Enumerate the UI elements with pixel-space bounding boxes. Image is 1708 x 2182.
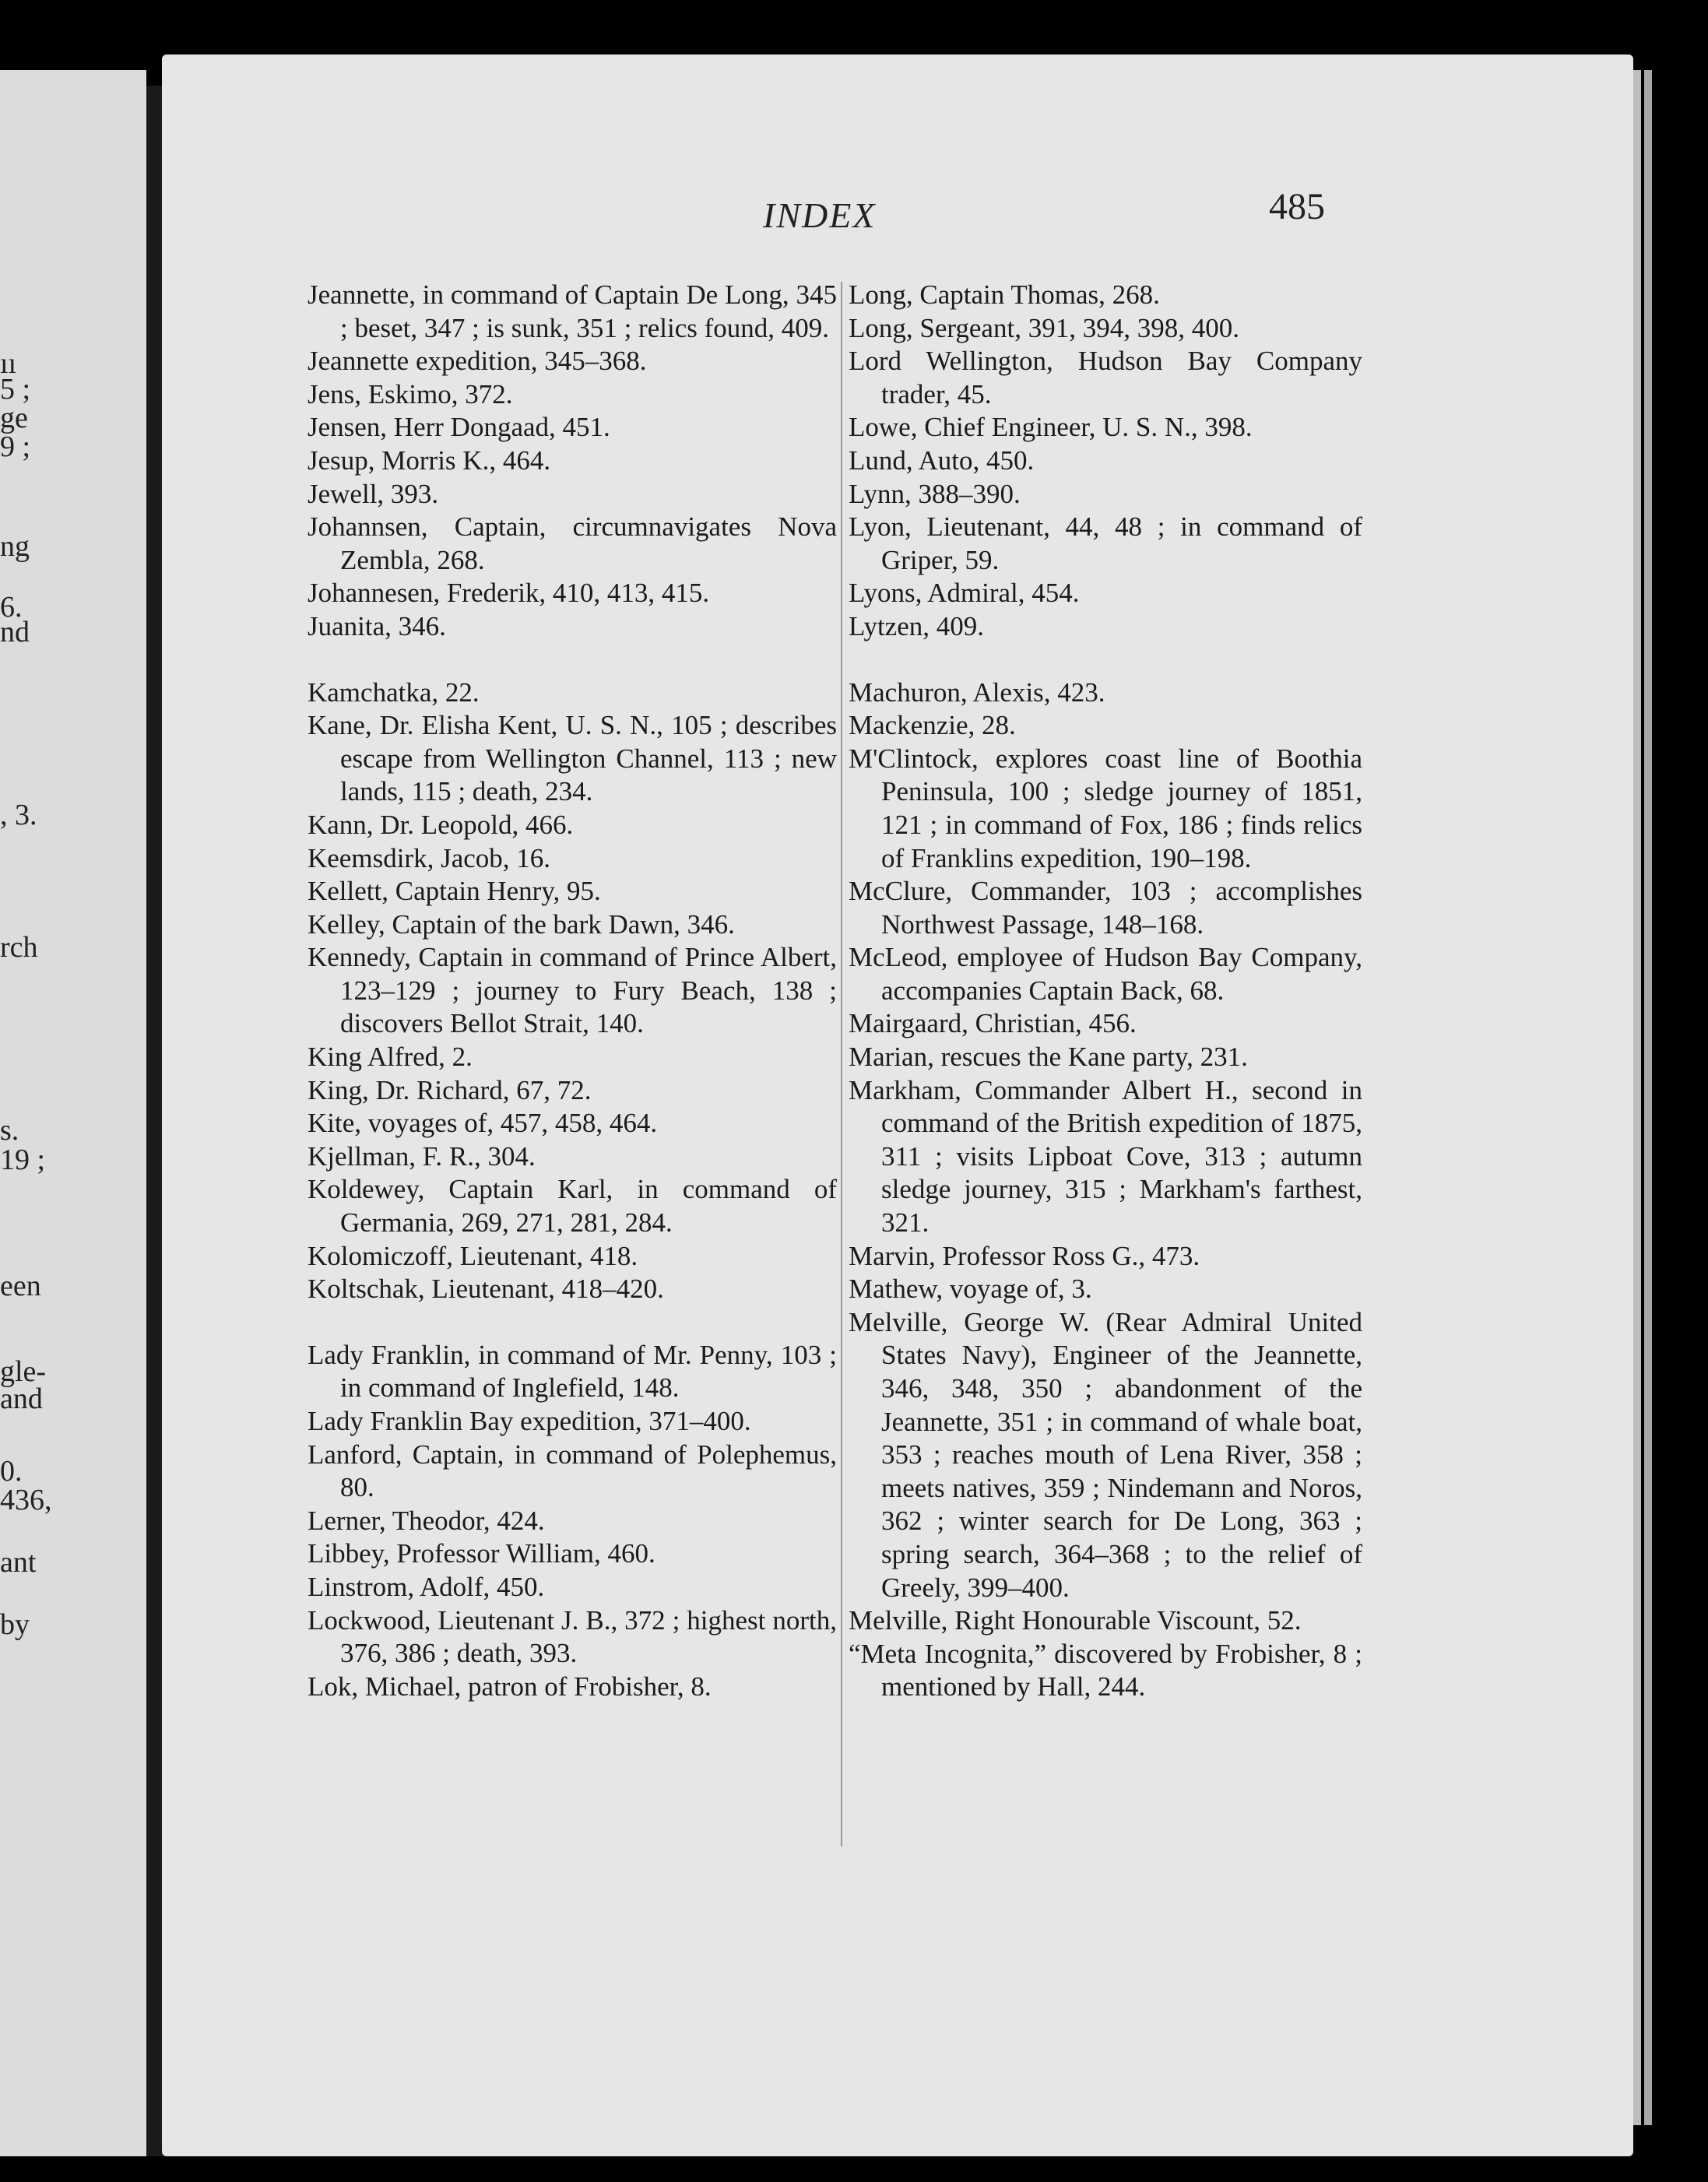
left-page-text-fragment: een (0, 1270, 41, 1302)
left-page-text-fragment: , 3. (0, 799, 37, 831)
index-entry: Kelley, Captain of the bark Dawn, 346. (308, 908, 735, 940)
left-page-text-fragment: 6. (0, 591, 23, 624)
index-column-left (308, 279, 837, 1703)
left-page-text-fragment: 436, (0, 1484, 52, 1516)
index-entry: Jewell, 393. (308, 478, 439, 509)
index-entry: Kite, voyages of, 457, 458, 464. (308, 1108, 658, 1139)
index-entry: Lytzen, 409. (849, 610, 984, 641)
running-head: INDEX (763, 195, 877, 235)
letter-section-gap (849, 644, 1362, 676)
index-entry: McClure, Commander, 103 ; accomplishes Northwest Passage, 148–168. (849, 876, 1362, 940)
index-entry: Lyon, Lieutenant, 44, 48 ; in command of Griper, 59. (849, 511, 1362, 575)
index-entry: Libbey, Professor William, 460. (308, 1538, 655, 1569)
page-edge (1633, 70, 1641, 2125)
index-entry: Kann, Dr. Leopold, 466. (308, 809, 574, 840)
column-divider (841, 282, 842, 1846)
index-entry: Lanford, Captain, in command of Polephemus, 80. (308, 1439, 837, 1503)
index-entry: Johannesen, Frederik, 410, 413, 415. (308, 578, 710, 609)
index-entry: Jesup, Morris K., 464. (308, 444, 551, 476)
book-gutter (146, 86, 163, 2156)
index-entry: Lockwood, Lieutenant J. B., 372 ; highest north, 376, 386 ; death, 393. (308, 1604, 837, 1669)
left-page-text-fragment: gle- (0, 1355, 47, 1388)
index-entry: Mairgaard, Christian, 456. (849, 1008, 1137, 1039)
index-entry: Lund, Auto, 450. (849, 444, 1035, 476)
index-entry: Melville, George W. (Rear Admiral United States Navy), Engineer of the Jeannette, 346, 348, 350 ; abandonment of the Jeannette, 351 ; in command of whale boat, 353 ; reaches mouth of Lena River, 358 ; meets natives, 359 ; Nindemann and Noros, 362 ; winter search for De Long, 363 ; spring search, 364–368 ; to the relief of Greely, 399–400. (849, 1306, 1362, 1603)
index-entry: Melville, Right Honourable Viscount, 52. (849, 1605, 1302, 1636)
index-entry: Kennedy, Captain in command of Prince Albert, 123–129 ; journey to Fury Beach, 138 ; discovers Bellot Strait, 140. (308, 942, 837, 1039)
index-entry: Koltschak, Lieutenant, 418–420. (308, 1274, 664, 1305)
index-entry: Kellett, Captain Henry, 95. (308, 876, 601, 907)
index-entry: Mackenzie, 28. (849, 710, 1016, 741)
left-page-text-fragment: 5 ; (0, 373, 31, 406)
left-page-text-fragment: 9 ; (0, 430, 31, 463)
left-page-fragment (0, 70, 146, 2156)
index-entry: Lok, Michael, patron of Frobisher, 8. (308, 1671, 712, 1702)
letter-section-gap (308, 1306, 837, 1339)
left-page-text-fragment: nd (0, 616, 30, 648)
left-page-text-fragment: 0. (0, 1455, 23, 1488)
left-page-text-fragment: ge (0, 402, 28, 434)
index-entry: Lyons, Admiral, 454. (849, 578, 1080, 609)
index-entry: Jens, Eskimo, 372. (308, 378, 513, 409)
index-entry: Keemsdirk, Jacob, 16. (308, 842, 551, 873)
index-entry: Lord Wellington, Hudson Bay Company trader, 45. (849, 346, 1362, 409)
index-entry: McLeod, employee of Hudson Bay Company, accompanies Captain Back, 68. (849, 942, 1362, 1006)
page-number: 485 (1269, 186, 1325, 227)
index-entry: Kane, Dr. Elisha Kent, U. S. N., 105 ; describes escape from Wellington Channel, 113 ; new lands, 115 ; death, 234. (308, 710, 837, 807)
index-entry: Jensen, Herr Dongaad, 451. (308, 412, 610, 443)
left-page-text-fragment: ıı (0, 347, 17, 380)
index-entry: King, Dr. Richard, 67, 72. (308, 1074, 592, 1105)
index-entry: Jeannette expedition, 345–368. (308, 346, 647, 377)
index-entry: Marian, rescues the Kane party, 231. (849, 1042, 1248, 1073)
index-entry: Markham, Commander Albert H., second in command of the British expedition of 1875, 311 ; visits Lipboat Cove, 313 ; autumn sledge journey, 315 ; Markham's farthest, 321. (849, 1074, 1362, 1239)
left-page-text-fragment: rch (0, 931, 38, 964)
index-entry: Jeannette, in command of Captain De Long, 345 ; beset, 347 ; is sunk, 351 ; relics found, 409. (308, 279, 837, 343)
index-column-right (849, 279, 1362, 1704)
index-entry: Linstrom, Adolf, 450. (308, 1571, 545, 1602)
index-entry: Kamchatka, 22. (308, 676, 480, 708)
index-entry: Long, Sergeant, 391, 394, 398, 400. (849, 312, 1239, 343)
index-entry: Johannsen, Captain, circumnavigates Nova Zembla, 268. (308, 511, 837, 575)
index-entry: Lerner, Theodor, 424. (308, 1505, 545, 1536)
index-entry: Lady Franklin, in command of Mr. Penny, 103 ; in command of Inglefield, 148. (308, 1339, 837, 1404)
index-entry: Juanita, 346. (308, 610, 446, 641)
letter-section-gap (308, 644, 837, 676)
index-entry: Kjellman, F. R., 304. (308, 1140, 536, 1172)
index-entry: Lady Franklin Bay expedition, 371–400. (308, 1406, 751, 1436)
index-entry: Mathew, voyage of, 3. (849, 1274, 1092, 1305)
index-entry: King Alfred, 2. (308, 1042, 473, 1073)
index-entry: Lowe, Chief Engineer, U. S. N., 398. (849, 412, 1253, 443)
index-entry: Koldewey, Captain Karl, in command of Germania, 269, 271, 281, 284. (308, 1174, 837, 1239)
index-entry: M'Clintock, explores coast line of Boothia Peninsula, 100 ; sledge journey of 1851, 121 ; in command of Fox, 186 ; finds relics of Franklins expedition, 190–198. (849, 743, 1362, 873)
left-page-text-fragment: and (0, 1383, 43, 1415)
left-page-text-fragment: s. (0, 1114, 19, 1147)
index-entry: Machuron, Alexis, 423. (849, 676, 1105, 708)
page-edge (1644, 70, 1652, 2125)
index-entry: Marvin, Professor Ross G., 473. (849, 1240, 1200, 1271)
left-page-text-fragment: 19 ; (0, 1144, 46, 1176)
left-page-text-fragment: by (0, 1608, 30, 1641)
index-entry: Kolomiczoff, Lieutenant, 418. (308, 1240, 638, 1271)
index-entry: “Meta Incognita,” discovered by Frobisher, 8 ; mentioned by Hall, 244. (849, 1638, 1362, 1702)
left-page-text-fragment: ant (0, 1546, 37, 1579)
left-page-text-fragment: ng (0, 530, 30, 563)
index-entry: Lynn, 388–390. (849, 478, 1021, 509)
index-entry: Long, Captain Thomas, 268. (849, 279, 1160, 310)
